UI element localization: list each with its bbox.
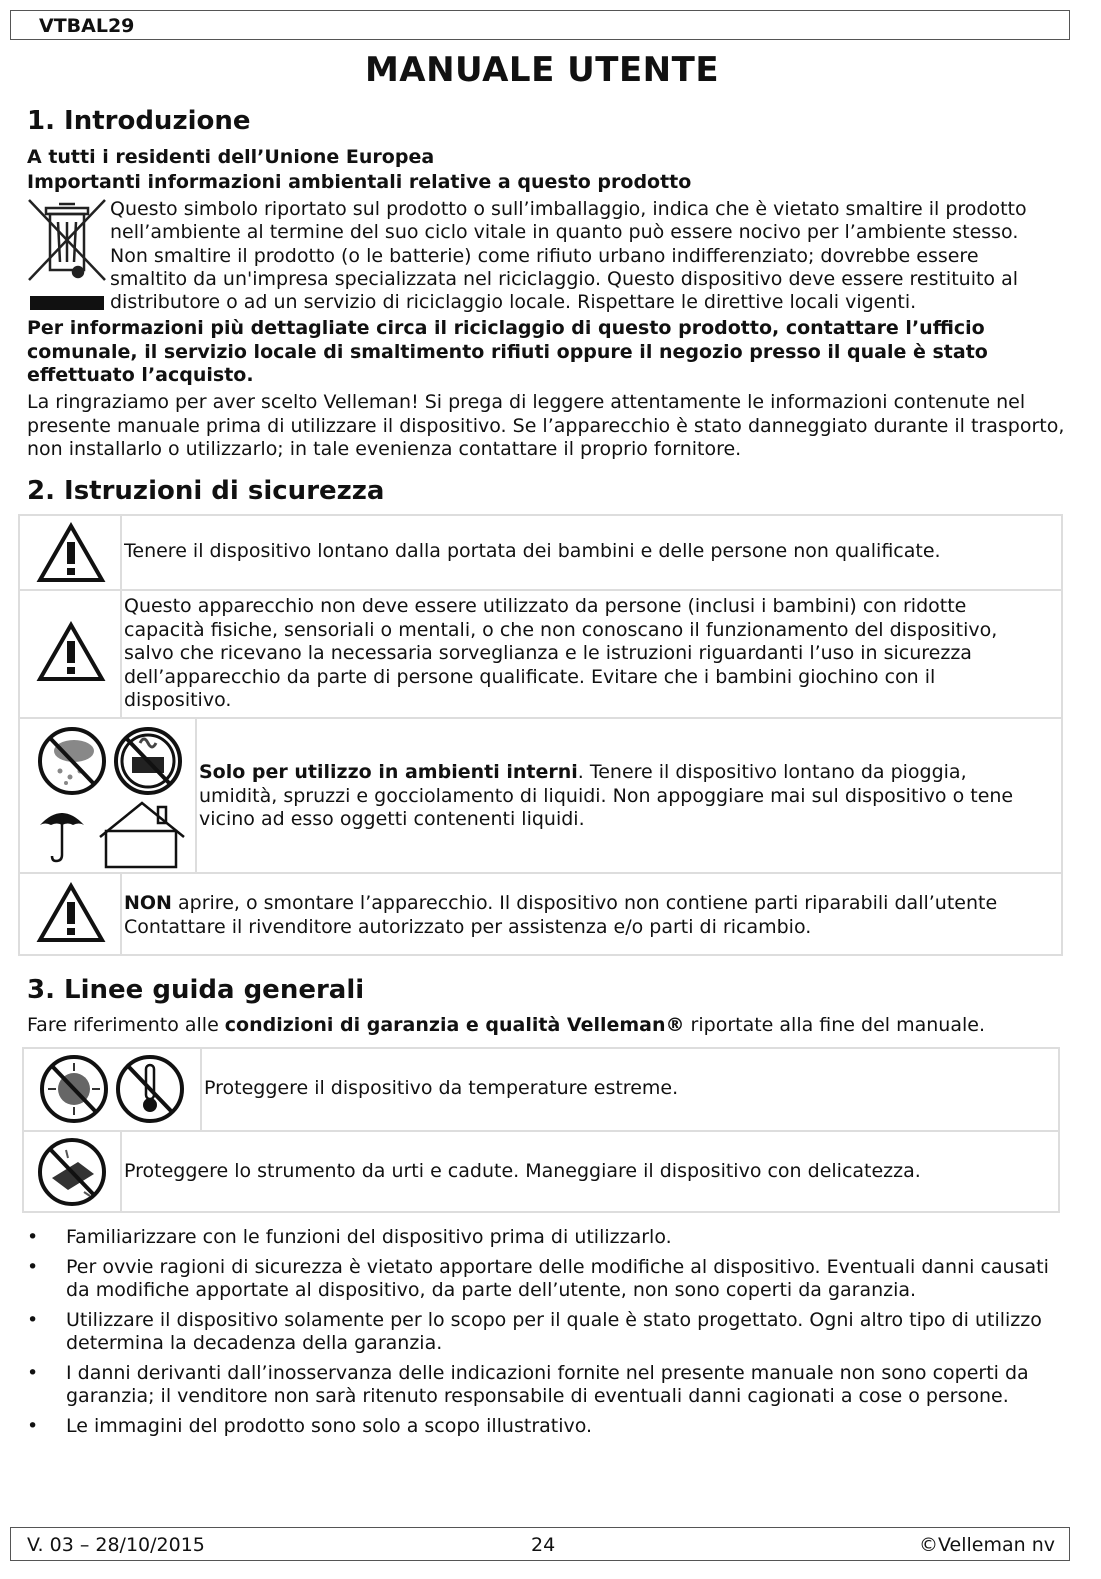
- safety-row-capabilities: [18, 589, 1063, 719]
- indoor-emphasis: Solo per utilizzo in ambienti interni: [199, 761, 578, 783]
- guidelines-list: [27, 1226, 1077, 1445]
- safety-line: dispositivo.: [124, 689, 232, 711]
- no-liquid-splash-icon: [116, 729, 180, 793]
- safety-icon-cell: [20, 719, 197, 872]
- model-code: VTBAL29: [39, 15, 135, 37]
- section-3-heading: 3. Linee guida generali: [27, 975, 365, 1005]
- guideline-text: Proteggere il dispositivo da temperature estreme.: [204, 1077, 679, 1099]
- weee-line: Non smaltire il prodotto (o le batterie) come rifiuto urbano indifferenziato; dovrebbe essere: [110, 244, 979, 267]
- page-number: 24: [531, 1534, 556, 1556]
- section-1-heading: 1. Introduzione: [27, 106, 251, 136]
- page-header: [10, 10, 1070, 40]
- guideline-row-shock: [22, 1130, 1060, 1213]
- safety-line: vicino ad esso oggetti contenenti liquidi.: [199, 808, 585, 830]
- warranty-reference: Fare riferimento alle condizioni di garanzia e qualità Velleman® riportate alla fine del manuale.: [27, 1014, 985, 1036]
- safety-line: Contattare il rivenditore autorizzato per assistenza e/o parti di ricambio.: [124, 915, 812, 938]
- weee-line: distributore o ad un servizio di riciclaggio locale. Rispettare le direttive locali vigenti.: [110, 291, 917, 314]
- warning-triangle-icon: [36, 882, 106, 944]
- no-rain-icon: [40, 729, 104, 793]
- safety-icon-cell: [20, 516, 122, 589]
- section-1-subheading-eu: A tutti i residenti dell’Unione Europea: [27, 146, 435, 168]
- guideline-text: Proteggere lo strumento da urti e cadute. Maneggiare il dispositivo con delicatezza.: [124, 1160, 921, 1182]
- page-footer: [10, 1527, 1070, 1561]
- section-2-heading: 2. Istruzioni di sicurezza: [27, 476, 385, 506]
- safety-row-children: [18, 514, 1063, 591]
- safety-text: [124, 595, 1059, 713]
- safety-line: Solo per utilizzo in ambienti interni. Tenere il dispositivo lontano da pioggia,: [199, 761, 967, 783]
- list-item: • Le immagini del prodotto sono solo a scopo illustrativo.: [27, 1415, 1077, 1438]
- weee-line: smaltito da un'impresa specializzata nel riciclaggio. Questo dispositivo deve essere restituito al: [110, 267, 1019, 290]
- safety-line: Questo apparecchio non deve essere utilizzato da persone (inclusi i bambini) con ridotte: [124, 595, 967, 617]
- safety-line: umidità, spruzzi e gocciolamento di liquidi. Non appoggiare mai sul dispositivo o tene: [199, 784, 1014, 807]
- safety-line: salvo che ricevano la necessaria sorveglianza e le istruzioni riguardanti l’uso in sicurezza: [124, 642, 972, 664]
- safety-icon-cell: [20, 874, 122, 954]
- thanks-paragraph: La ringraziamo per aver scelto Velleman! Si prega di leggere attentamente le informazioni contenute nel presente manuale prima di utilizzare il dispositivo. Se l’apparecchio è stato danneggiato durante il trasporto, non installarlo o utilizzarlo; in tale evenienza contattare il proprio fornitore.: [27, 391, 1065, 460]
- weee-notice: [110, 198, 1095, 314]
- weee-line: nell’ambiente al termine del suo ciclo vitale in quanto può essere nocivo per l’ambiente stesso.: [110, 221, 1019, 244]
- no-thermometer-icon: [118, 1057, 182, 1121]
- safety-text: Tenere il dispositivo lontano dalla portata dei bambini e delle persone non qualificate.: [124, 540, 941, 562]
- safety-text: [199, 761, 1061, 832]
- list-item: • Per ovvie ragioni di sicurezza è vietato apportare delle modifiche al dispositivo. Eventuali danni causati da modifiche apportate al dispositivo, da parte dell’utente, non sono coperti da garanzia.: [27, 1256, 1077, 1302]
- no-impact-icon: [32, 1134, 112, 1210]
- no-sun-heat-icon: [42, 1057, 106, 1121]
- safety-line: NON aprire, o smontare l’apparecchio. Il dispositivo non contiene parti riparabili dall’utente: [124, 892, 998, 914]
- list-item: • I danni derivanti dall’inosservanza delle indicazioni fornite nel presente manuale non sono coperti da garanzia; il venditore non sarà ritenuto responsabile di eventuali danni cagionati a cose o persone.: [27, 1362, 1077, 1408]
- safety-line: capacità fisiche, sensoriali o mentali, o che non conoscano il funzionamento del dispositivo,: [124, 618, 998, 641]
- safety-icon-cell: [20, 591, 122, 717]
- weee-line: Questo simbolo riportato sul prodotto o sull’imballaggio, indica che è vietato smaltire il prodotto: [110, 198, 1027, 220]
- no-emphasis: NON: [124, 892, 172, 914]
- guideline-icon-cell: [24, 1132, 122, 1211]
- section-1-subheading-env: Importanti informazioni ambientali relative a questo prodotto: [27, 171, 692, 193]
- safety-line: dell’apparecchio da parte di persone qualificate. Evitare che i bambini giochino con il: [124, 665, 936, 688]
- recycling-info: Per informazioni più dettagliate circa il riciclaggio di questo prodotto, contattare l’ufficio comunale, il servizio locale di smaltimento rifiuti oppure il negozio presso il quale è stato effettuato l’acquisto.: [27, 317, 988, 386]
- warning-triangle-icon: [36, 621, 106, 683]
- list-item: • Utilizzare il dispositivo solamente per lo scopo per il quale è stato progettato. Ogni altro tipo di utilizzo determina la decadenza della garanzia.: [27, 1309, 1077, 1355]
- safety-text: [124, 892, 1061, 939]
- safety-row-indoor: [18, 717, 1063, 874]
- copyright: ©Velleman nv: [919, 1534, 1055, 1556]
- weee-crossed-bin-icon: [26, 196, 108, 316]
- temperature-icons: [28, 1051, 198, 1127]
- warranty-emphasis: condizioni di garanzia e qualità Velleman®: [224, 1014, 685, 1036]
- version-date: V. 03 – 28/10/2015: [27, 1534, 205, 1556]
- umbrella-icon: [40, 813, 84, 861]
- indoor-use-icons: [22, 721, 194, 871]
- page-title: MANUALE UTENTE: [364, 50, 720, 90]
- guideline-icon-cell: [24, 1049, 202, 1130]
- safety-row-no-open: [18, 872, 1063, 956]
- house-icon: [100, 803, 184, 867]
- list-item: • Familiarizzare con le funzioni del dispositivo prima di utilizzarlo.: [27, 1226, 1077, 1249]
- guideline-row-temperature: [22, 1047, 1060, 1132]
- warning-triangle-icon: [36, 522, 106, 584]
